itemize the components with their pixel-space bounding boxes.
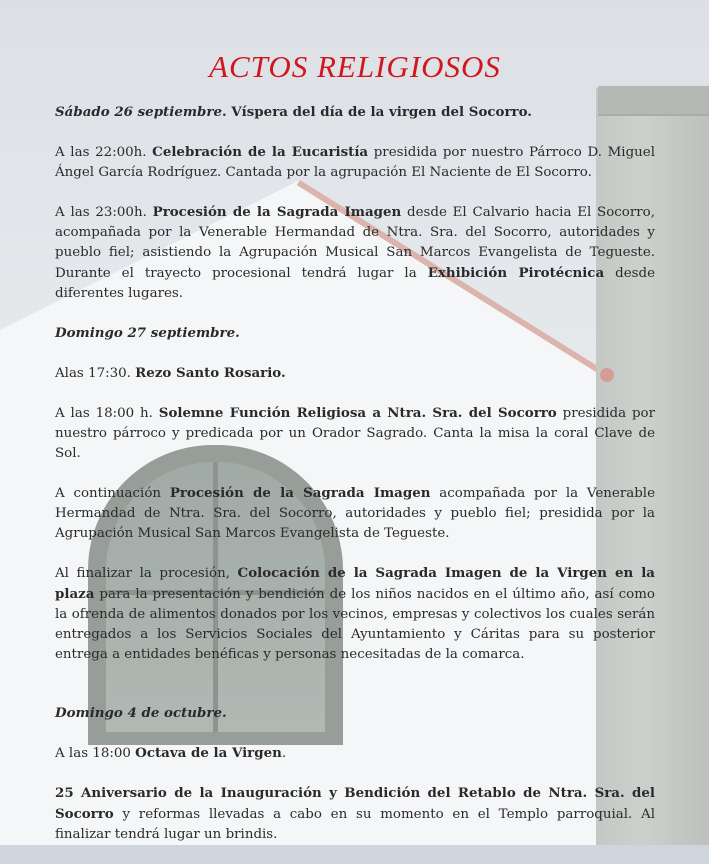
- paragraph-aniversario: [55, 783, 655, 845]
- saturday-desc: . Víspera del día de la virgen del Socorro.: [221, 104, 532, 120]
- event-detail: acompañada por la Venerable Hermandad de Ntra. Sra. del Socorro, autoridades y pueblo fiel; presidida por la Agrupación Musical San Marcos Evangelista de Tegueste.: [55, 486, 655, 541]
- event-detail: presidida por nuestro párroco y predicada por un Orador Sagrado. Canta la misa la coral Clave de Sol.: [55, 406, 656, 461]
- time-text: Alas 17:30.: [55, 366, 136, 381]
- october4-date: Domingo 4 de octubre.: [55, 705, 227, 721]
- event-title: 25 Aniversario de la Inauguración y Bendición del Retablo de Ntra. Sra. del Socorro: [55, 785, 655, 822]
- time-text: Al finalizar la procesión,: [55, 566, 238, 581]
- time-text: A las 18:00: [55, 746, 136, 761]
- paragraph-colocacion: [55, 563, 655, 665]
- document-body: [55, 50, 655, 864]
- event-title: Rezo Santo Rosario.: [135, 365, 286, 381]
- event-title: Procesión de la Sagrada Imagen: [169, 485, 431, 501]
- event-title: Exhibición Pirotécnica: [427, 265, 605, 281]
- october4-heading: [55, 703, 655, 724]
- time-text: A las 18:00 h.: [55, 406, 159, 421]
- saturday-date: Sábado 26 septiembre: [55, 104, 222, 120]
- event-title: Colocación de la Sagrada Imagen de la Virgen en la plaza: [55, 565, 655, 602]
- event-detail: desde El Calvario hacia El Socorro, acompañada por la Venerable Hermandad de Ntra. Sra. del Socorro, autoridades y pueblo fiel; asistiendo la Agrupación Musical San Marcos Evangelista de Tegueste. Durante el trayecto procesional tendrá lugar la: [55, 205, 655, 281]
- event-detail: .: [281, 746, 287, 761]
- time-text: A continuación: [55, 486, 170, 501]
- event-detail: desde diferentes lugares.: [55, 266, 655, 301]
- event-title: Solemne Función Religiosa a Ntra. Sra. del Socorro: [158, 405, 557, 421]
- paragraph-rosario: [55, 363, 655, 384]
- paragraph-octava: [55, 743, 655, 764]
- paragraph-funcion: [55, 403, 655, 464]
- time-text: A las 23:00h.: [55, 205, 153, 220]
- event-detail: para la presentación y bendición de los niños nacidos en el último año, así como la ofrenda de alimentos donados por los vecinos, empresas y colectivos los cuales serán entregados a los Servicios Sociales del Ayuntamiento y Cáritas para su posterior entrega a entidades benéficas y personas necesitadas de la comarca.: [55, 587, 655, 662]
- sunday27-date: Domingo 27 septiembre.: [55, 325, 240, 341]
- saturday-heading: [55, 102, 655, 123]
- event-title: Celebración de la Eucaristía: [152, 144, 369, 160]
- event-detail: y reformas llevadas a cabo en su momento en el Templo parroquial. Al finalizar tendrá lugar un brindis.: [55, 807, 655, 842]
- paragraph-eucaristia: [55, 142, 655, 183]
- time-text: A las 22:00h.: [55, 145, 153, 160]
- event-title: Octava de la Virgen: [135, 745, 282, 761]
- sunday27-heading: [55, 323, 655, 344]
- event-detail: presidida por nuestro Párroco D. Miguel Ángel García Rodríguez. Cantada por la agrupación El Naciente de El Socorro.: [55, 145, 655, 180]
- paragraph-procesion: [55, 202, 655, 304]
- event-title: Procesión de la Sagrada Imagen: [152, 204, 402, 220]
- page-title: ACTOS RELIGIOSOS: [209, 49, 501, 84]
- paragraph-procesion-2: [55, 483, 655, 544]
